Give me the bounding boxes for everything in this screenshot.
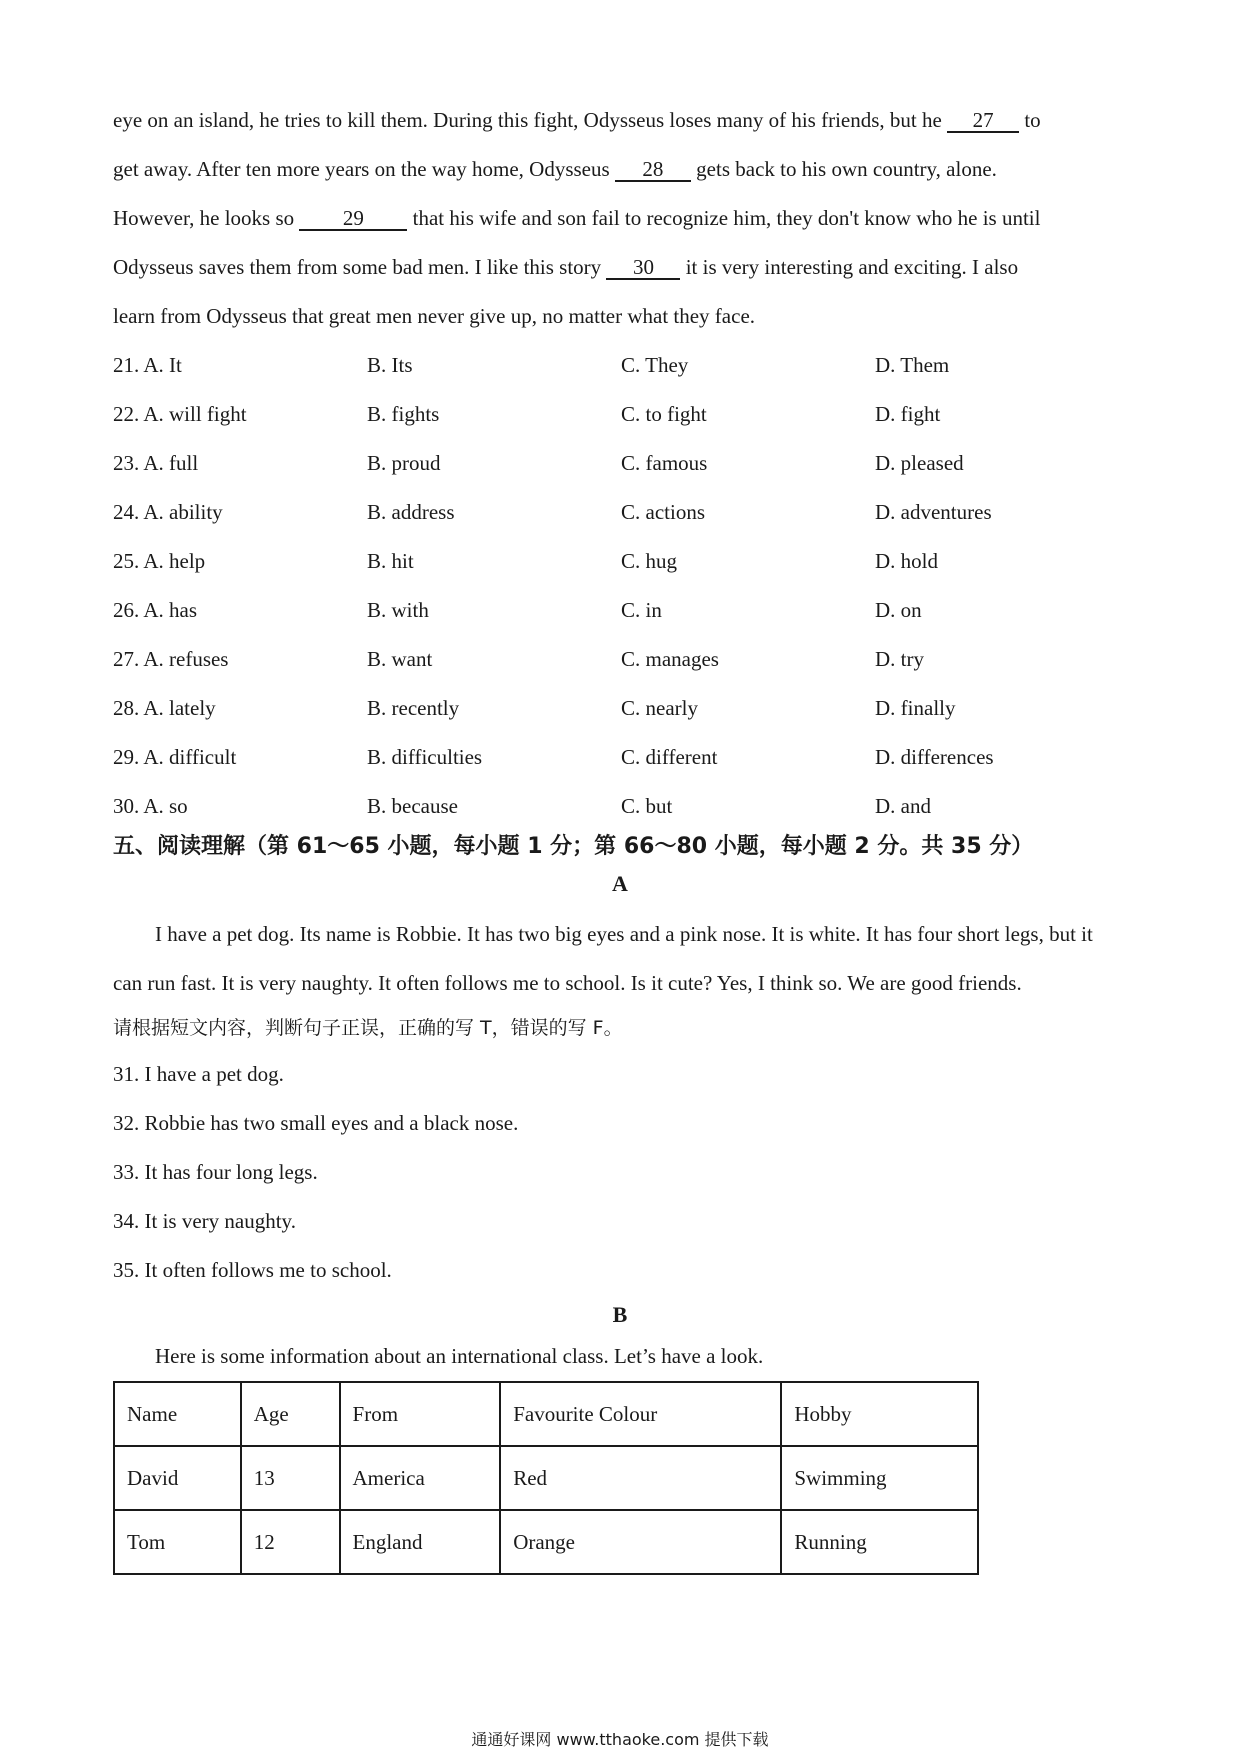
option-d: D. finally <box>875 696 956 720</box>
table-cell: Swimming <box>781 1446 978 1510</box>
table-cell: Running <box>781 1510 978 1574</box>
option-c: C. actions <box>621 500 705 524</box>
passage-line-5: learn from Odysseus that great men never give up, no matter what they face. <box>113 304 756 328</box>
question-options-30 <box>113 794 1125 824</box>
option-c: C. different <box>621 745 718 769</box>
part-a-label: A <box>612 871 628 896</box>
option-a: 21. A. It <box>113 353 182 377</box>
option-a: 26. A. has <box>113 598 197 622</box>
table-cell: England <box>340 1510 501 1574</box>
tf-question-33: 33. It has four long legs. <box>113 1160 318 1184</box>
passage-line-2-end: gets back to his own country, alone. <box>696 157 997 181</box>
option-d: D. Them <box>875 353 950 377</box>
part-a-passage: I have a pet dog. Its name is Robbie. It has two big eyes and a pink nose. It is white. It has four short legs, but it can run fast. It is very naughty. It often follows me to school. Is it cute? Yes, I think so. We are good friends. <box>113 922 1093 995</box>
option-a: 22. A. will fight <box>113 402 247 426</box>
table-row <box>114 1446 978 1510</box>
option-d: D. adventures <box>875 500 992 524</box>
part-b-intro: Here is some information about an international class. Let’s have a look. <box>155 1344 764 1368</box>
option-a: 24. A. ability <box>113 500 223 524</box>
passage-line-1: eye on an island, he tries to kill them. During this fight, Odysseus loses many of his friends, but he <box>113 108 942 132</box>
option-b: B. want <box>367 647 433 671</box>
question-options-23 <box>113 451 1125 481</box>
table-row <box>114 1510 978 1574</box>
header-from: From <box>340 1382 501 1446</box>
option-b: B. Its <box>367 353 413 377</box>
option-b: B. hit <box>367 549 414 573</box>
option-b: B. fights <box>367 402 440 426</box>
option-c: C. to fight <box>621 402 707 426</box>
passage-line-4-end: it is very interesting and exciting. I also <box>685 255 1019 279</box>
cloze-passage-end <box>113 96 1125 341</box>
question-options-25 <box>113 549 1125 579</box>
question-options-29 <box>113 745 1125 775</box>
passage-line-3-end: that his wife and son fail to recognize him, they don't know who he is until <box>412 206 1041 230</box>
blank-30: 30 <box>606 256 680 280</box>
table-cell: Orange <box>500 1510 781 1574</box>
header-favourite-colour: Favourite Colour <box>500 1382 781 1446</box>
option-b: B. because <box>367 794 458 818</box>
option-c: C. They <box>621 353 689 377</box>
option-d: D. hold <box>875 549 938 573</box>
table-cell: David <box>114 1446 241 1510</box>
blank-27: 27 <box>947 109 1019 133</box>
option-d: D. try <box>875 647 924 671</box>
tf-question-35: 35. It often follows me to school. <box>113 1258 392 1282</box>
table-header-row <box>114 1382 978 1446</box>
option-c: C. manages <box>621 647 719 671</box>
class-info-table <box>113 1381 979 1575</box>
header-name: Name <box>114 1382 241 1446</box>
section-heading: 五、阅读理解（第 61～65 小题，每小题 1 分；第 66～80 小题，每小题 2 分。共 35 分） <box>113 834 1034 859</box>
passage-line-3: However, he looks so <box>113 206 295 230</box>
option-a: 27. A. refuses <box>113 647 229 671</box>
option-a: 25. A. help <box>113 549 206 573</box>
table-cell: America <box>340 1446 501 1510</box>
passage-line-1-end: to <box>1024 108 1041 132</box>
part-b-label: B <box>612 1302 628 1327</box>
option-c: C. in <box>621 598 662 622</box>
header-hobby: Hobby <box>781 1382 978 1446</box>
table-cell: Red <box>500 1446 781 1510</box>
table-cell: Tom <box>114 1510 241 1574</box>
option-b: B. difficulties <box>367 745 483 769</box>
option-d: D. fight <box>875 402 941 426</box>
question-options-21 <box>113 353 1125 383</box>
question-options-22 <box>113 402 1125 432</box>
tf-question-34: 34. It is very naughty. <box>113 1209 296 1233</box>
option-c: C. but <box>621 794 673 818</box>
table-cell: 13 <box>241 1446 340 1510</box>
option-d: D. on <box>875 598 922 622</box>
question-options-28 <box>113 696 1125 726</box>
page-footer: 通通好课网 www.tthaoke.com 提供下载 <box>471 1730 769 1749</box>
question-options-24 <box>113 500 1125 530</box>
instruction-text: 请根据短文内容，判断句子正误，正确的写 T，错误的写 F。 <box>113 1017 623 1039</box>
option-d: D. pleased <box>875 451 964 475</box>
option-a: 23. A. full <box>113 451 199 475</box>
option-d: D. and <box>875 794 931 818</box>
passage-line-4: Odysseus saves them from some bad men. I like this story <box>113 255 602 279</box>
option-c: C. hug <box>621 549 678 573</box>
blank-28: 28 <box>615 158 691 182</box>
option-a: 28. A. lately <box>113 696 216 720</box>
table-cell: 12 <box>241 1510 340 1574</box>
option-c: C. nearly <box>621 696 698 720</box>
header-age: Age <box>241 1382 340 1446</box>
option-a: 30. A. so <box>113 794 188 818</box>
tf-question-31: 31. I have a pet dog. <box>113 1062 284 1086</box>
question-options-26 <box>113 598 1125 628</box>
question-options-27 <box>113 647 1125 677</box>
option-a: 29. A. difficult <box>113 745 237 769</box>
option-d: D. differences <box>875 745 994 769</box>
option-b: B. with <box>367 598 429 622</box>
option-b: B. recently <box>367 696 460 720</box>
blank-29: 29 <box>299 207 407 231</box>
tf-question-32: 32. Robbie has two small eyes and a black nose. <box>113 1111 519 1135</box>
option-b: B. address <box>367 500 455 524</box>
option-b: B. proud <box>367 451 441 475</box>
passage-line-2: get away. After ten more years on the way home, Odysseus <box>113 157 610 181</box>
option-c: C. famous <box>621 451 708 475</box>
